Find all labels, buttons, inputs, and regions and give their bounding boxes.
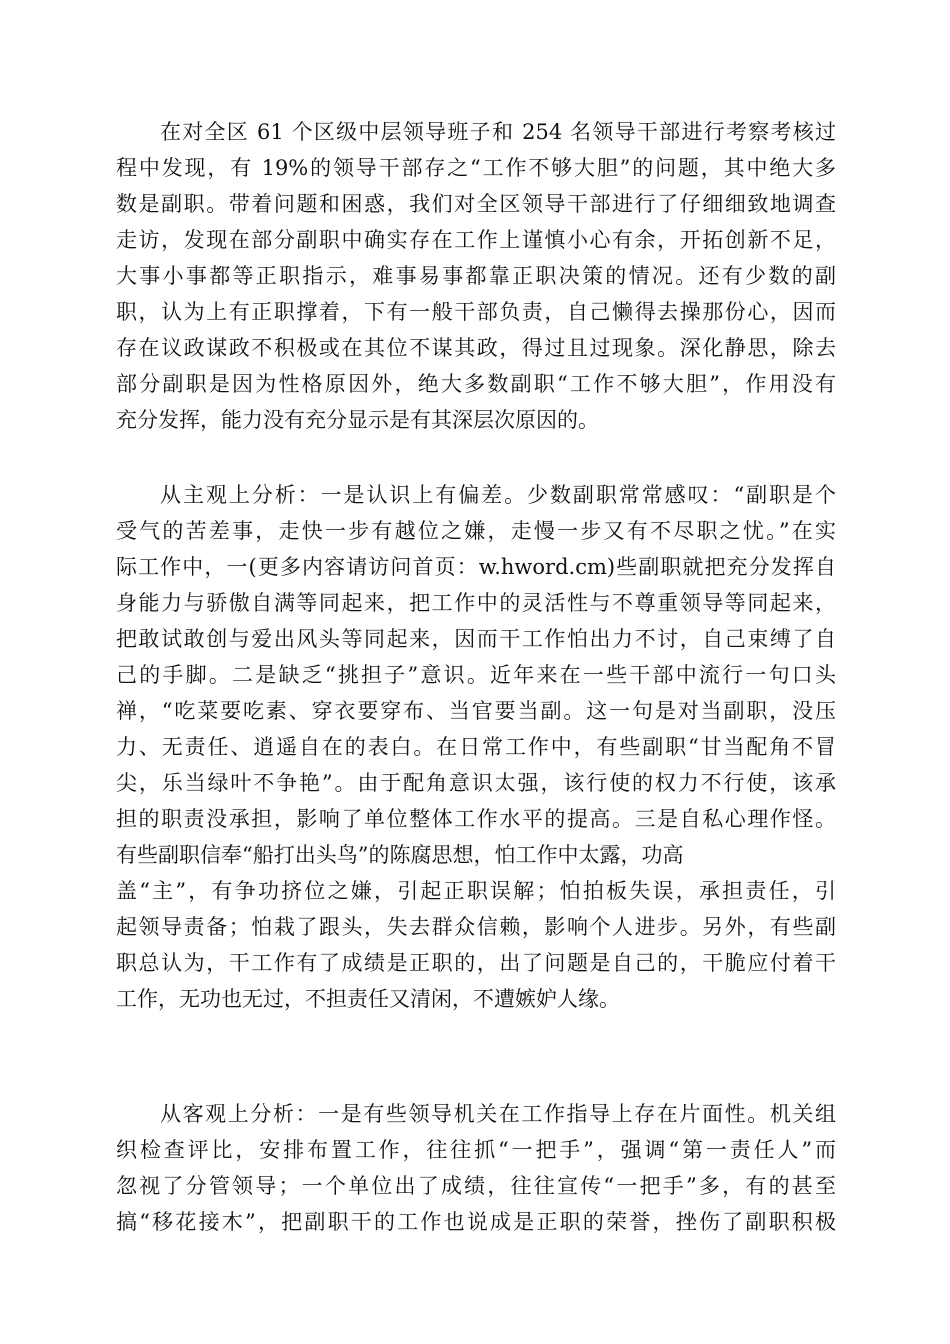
- paragraph-line: 己的手脚。二是缺乏“挑担子”意识。近年来在一些干部中流行一句口头: [116, 663, 836, 687]
- paragraph-line: 禅，“吃菜要吃素、穿衣要穿布、当官要当副。这一句是对当副职，没压: [116, 699, 836, 723]
- paragraph-line: 存在议政谋政不积极或在其位不谋其政，得过且过现象。深化静思，除去: [116, 336, 836, 360]
- paragraph-line: 部分副职是因为性格原因外，绝大多数副职“工作不够大胆”，作用没有: [116, 372, 836, 396]
- paragraph-line: 走访，发现在部分副职中确实存在工作上谨慎小心有余，开拓创新不足，: [116, 228, 836, 252]
- paragraph-line: 职，认为上有正职撑着，下有一般干部负责，自己懒得去操那份心，因而: [116, 300, 836, 324]
- paragraph-line: 尖，乐当绿叶不争艳”。由于配角意识太强，该行使的权力不行使，该承: [116, 771, 836, 795]
- paragraph-line: 担的职责没承担，影响了单位整体工作水平的提高。三是自私心理作怪。: [116, 807, 836, 831]
- paragraph-line: 受气的苦差事，走快一步有越位之嫌，走慢一步又有不尽职之忧。”在实: [116, 519, 836, 543]
- paragraph-line: 忽视了分管领导；一个单位出了成绩，往往宣传“一把手”多，有的甚至: [116, 1174, 836, 1198]
- paragraph-2: [116, 477, 836, 1017]
- paragraph-line: 充分发挥，能力没有充分显示是有其深层次原因的。: [116, 408, 599, 432]
- paragraph-line: 数是副职。带着问题和困惑，我们对全区领导干部进行了仔细细致地调查: [116, 192, 836, 216]
- paragraph-line: 从客观上分析：一是有些领导机关在工作指导上存在片面性。机关组: [160, 1102, 836, 1126]
- paragraph-line: 工作，无功也无过，不担责任又清闲，不遭嫉妒人缘。: [116, 987, 620, 1011]
- paragraph-line: 搞“移花接木”，把副职干的工作也说成是正职的荣誉，挫伤了副职积极: [116, 1210, 836, 1234]
- paragraph-line: 职总认为，干工作有了成绩是正职的，出了问题是自己的，干脆应付着干: [116, 951, 836, 975]
- paragraph-line: 起领导责备；怕栽了跟头，失去群众信赖，影响个人进步。另外，有些副: [116, 915, 836, 939]
- paragraph-3: [116, 1096, 836, 1240]
- paragraph-line: 程中发现，有 19%的领导干部存之“工作不够大胆”的问题，其中绝大多: [116, 156, 836, 180]
- paragraph-line: 从主观上分析：一是认识上有偏差。少数副职常常感叹：“副职是个: [160, 483, 836, 507]
- paragraph-line: 盖“主”，有争功挤位之嫌，引起正职误解；怕拍板失误，承担责任，引: [116, 879, 836, 903]
- paragraph-line: 有些副职信奉“船打出头鸟”的陈腐思想，怕工作中太露，功高: [116, 843, 684, 867]
- paragraph-line: 大事小事都等正职指示，难事易事都靠正职决策的情况。还有少数的副: [116, 264, 836, 288]
- paragraph-line: 际工作中，一(更多内容请访问首页：w.hword.cm)些副职就把充分发挥自: [116, 555, 836, 579]
- paragraph-line: 织检查评比，安排布置工作，往往抓“一把手”，强调“第一责任人”而: [116, 1138, 836, 1162]
- paragraph-1: [116, 114, 836, 438]
- paragraph-line: 把敢试敢创与爱出风头等同起来，因而干工作怕出力不讨，自己束缚了自: [116, 627, 836, 651]
- paragraph-line: 力、无责任、逍遥自在的表白。在日常工作中，有些副职“甘当配角不冒: [116, 735, 836, 759]
- paragraph-line: 在对全区 61 个区级中层领导班子和 254 名领导干部进行考察考核过: [160, 120, 836, 144]
- paragraph-line: 身能力与骄傲自满等同起来，把工作中的灵活性与不尊重领导等同起来，: [116, 591, 836, 615]
